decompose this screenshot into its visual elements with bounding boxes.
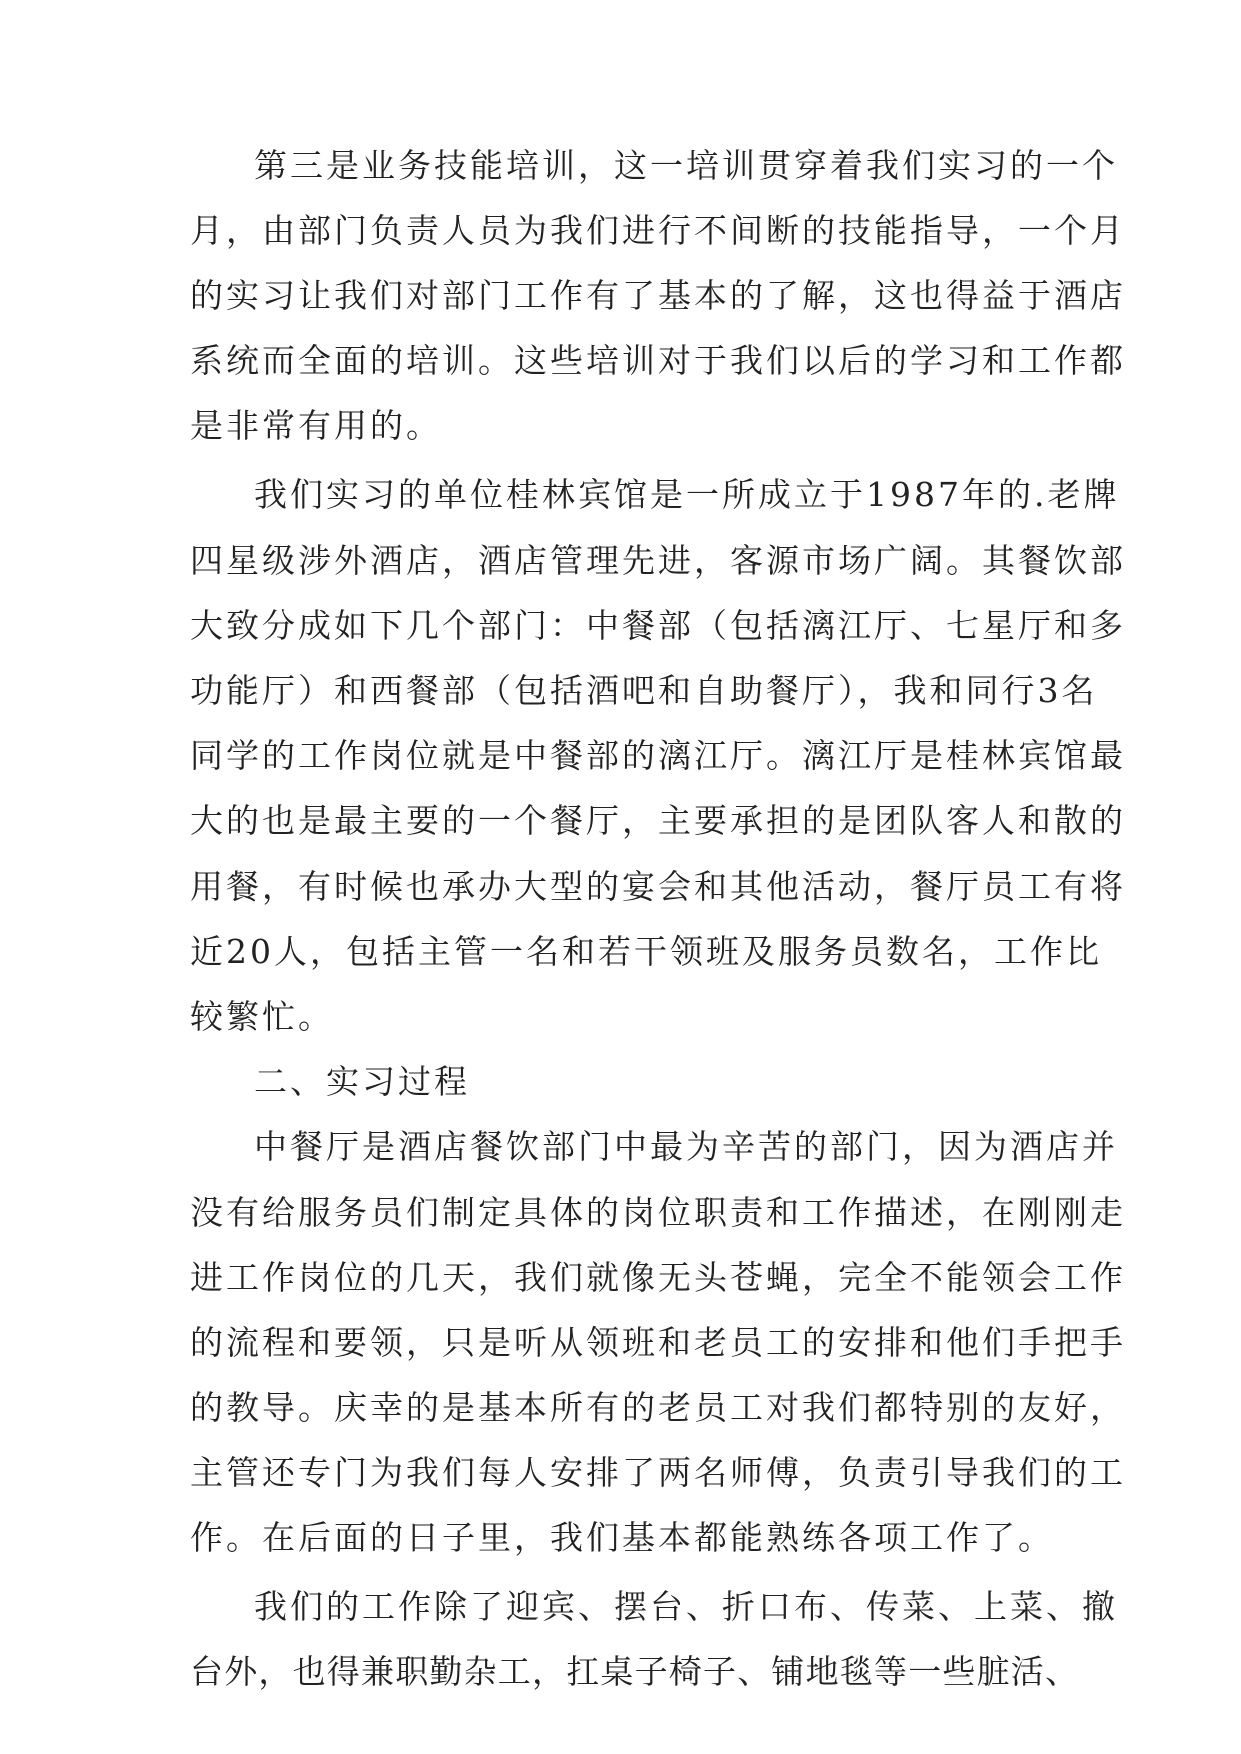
paragraph-1-line-1: 第三是业务技能培训，这一培训贯穿着我们实习的一个 bbox=[254, 146, 1118, 185]
paragraph-3-line-4: 的流程和要领，只是听从领班和老员工的安排和他们手把手 bbox=[190, 1323, 1126, 1362]
section-heading: 二、实习过程 bbox=[254, 1062, 470, 1101]
paragraph-2-line-8: 近20人，包括主管一名和若干领班及服务员数名，工作比 bbox=[190, 932, 1102, 971]
paragraph-3-line-2: 没有给服务员们制定具体的岗位职责和工作描述，在刚刚走 bbox=[190, 1193, 1126, 1232]
paragraph-3-line-1: 中餐厅是酒店餐饮部门中最为辛苦的部门，因为酒店并 bbox=[254, 1127, 1118, 1166]
paragraph-1-line-3: 的实习让我们对部门工作有了基本的了解，这也得益于酒店 bbox=[190, 276, 1126, 315]
paragraph-2-line-7: 用餐，有时候也承办大型的宴会和其他活动，餐厅员工有将 bbox=[190, 867, 1126, 906]
paragraph-3-line-7: 作。在后面的日子里，我们基本都能熟练各项工作了。 bbox=[190, 1518, 1054, 1557]
paragraph-2-line-9: 较繁忙。 bbox=[190, 997, 334, 1036]
paragraph-4-line-1: 我们的工作除了迎宾、摆台、折口布、传菜、上菜、撤 bbox=[254, 1587, 1118, 1626]
paragraph-3-line-5: 的教导。庆幸的是基本所有的老员工对我们都特别的友好， bbox=[190, 1388, 1126, 1427]
paragraph-2-line-4: 功能厅）和西餐部（包括酒吧和自助餐厅），我和同行3名 bbox=[190, 671, 1098, 710]
paragraph-3-line-6: 主管还专门为我们每人安排了两名师傅，负责引导我们的工 bbox=[190, 1453, 1126, 1492]
paragraph-4-line-2: 台外，也得兼职勤杂工，扛桌子椅子、铺地毯等一些脏活、 bbox=[190, 1652, 1080, 1691]
paragraph-1-line-5: 是非常有用的。 bbox=[190, 406, 442, 445]
paragraph-2-line-2: 四星级涉外酒店，酒店管理先进，客源市场广阔。其餐饮部 bbox=[190, 541, 1126, 580]
paragraph-1-line-4: 系统而全面的培训。这些培训对于我们以后的学习和工作都 bbox=[190, 341, 1126, 380]
paragraph-2-line-3: 大致分成如下几个部门：中餐部（包括漓江厅、七星厅和多 bbox=[190, 606, 1126, 645]
paragraph-2-line-1: 我们实习的单位桂林宾馆是一所成立于1987年的.老牌 bbox=[254, 475, 1120, 514]
paragraph-1-line-2: 月，由部门负责人员为我们进行不间断的技能指导，一个月 bbox=[190, 211, 1126, 250]
document-body bbox=[190, 0, 1126, 1754]
paragraph-2-line-6: 大的也是最主要的一个餐厅，主要承担的是团队客人和散的 bbox=[190, 801, 1126, 840]
paragraph-2-line-5: 同学的工作岗位就是中餐部的漓江厅。漓江厅是桂林宾馆最 bbox=[190, 736, 1126, 775]
paragraph-3-line-3: 进工作岗位的几天，我们就像无头苍蝇，完全不能领会工作 bbox=[190, 1258, 1126, 1297]
